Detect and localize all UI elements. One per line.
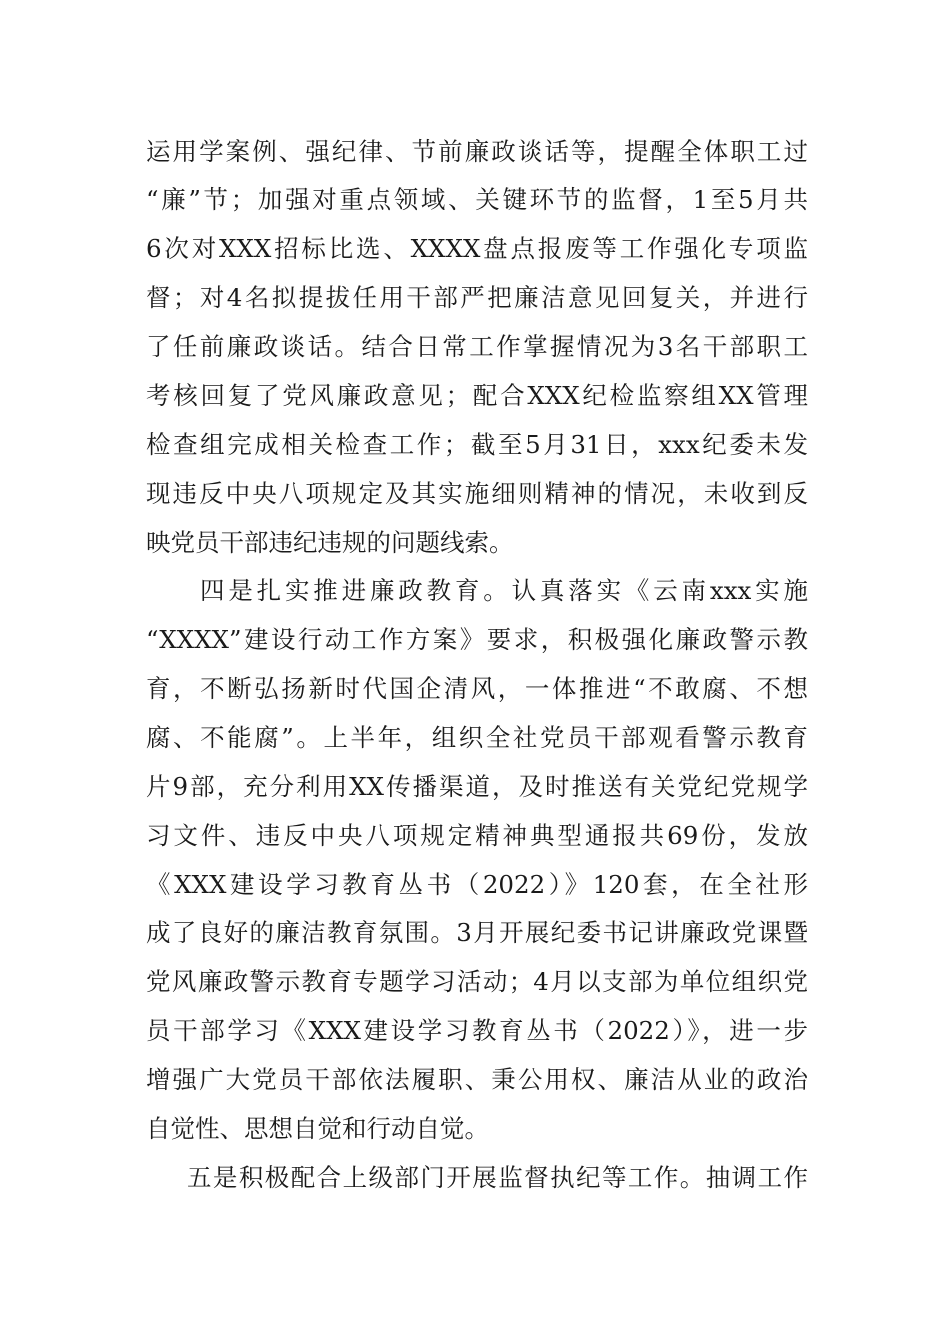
text-line: 《XXX建设学习教育丛书（2022）》120套，在全社形 <box>146 870 808 899</box>
text-line: 考核回复了党风廉政意见；配合XXX纪检监察组XX管理 <box>146 381 808 410</box>
text-line: 育，不断弘扬新时代国企清风，一体推进“不敢腐、不想 <box>146 674 808 703</box>
text-line: 现违反中央八项规定及其实施细则精神的情况，未收到反 <box>146 479 808 508</box>
text-line: 片9部，充分利用XX传播渠道，及时推送有关党纪党规学 <box>146 772 808 801</box>
text-line: 腐、不能腐”。上半年，组织全社党员干部观看警示教育 <box>146 723 808 752</box>
text-line: 习文件、违反中央八项规定精神典型通报共69份，发放 <box>146 821 808 850</box>
text-line: 成了良好的廉洁教育氛围。3月开展纪委书记讲廉政党课暨 <box>146 918 808 947</box>
text-line: 了任前廉政谈话。结合日常工作掌握情况为3名干部职工 <box>146 332 808 361</box>
text-line: 督；对4名拟提拔任用干部严把廉洁意见回复关，并进行 <box>146 283 808 312</box>
text-line: 员干部学习《XXX建设学习教育丛书（2022）》，进一步 <box>146 1016 808 1045</box>
text-line: 检查组完成相关检查工作；截至5月31日，xxx纪委未发 <box>146 430 808 459</box>
text-line: 党风廉政警示教育专题学习活动；4月以支部为单位组织党 <box>146 967 808 996</box>
text-line: 运用学案例、强纪律、节前廉政谈话等，提醒全体职工过 <box>146 137 808 166</box>
text-line: “廉”节；加强对重点领域、关键环节的监督，1至5月共 <box>146 185 808 214</box>
text-line: “XXXX”建设行动工作方案》要求，积极强化廉政警示教 <box>146 625 808 654</box>
text-line: 映党员干部违纪违规的问题线索。 <box>146 528 514 557</box>
text-line: 增强广大党员干部依法履职、秉公用权、廉洁从业的政治 <box>146 1065 808 1094</box>
paragraph-first-line: 五是积极配合上级部门开展监督执纪等工作。抽调工作 <box>187 1163 808 1192</box>
text-line: 6次对XXX招标比选、XXXX盘点报废等工作强化专项监 <box>146 234 808 263</box>
text-line: 自觉性、思想自觉和行动自觉。 <box>146 1114 489 1143</box>
paragraph-first-line: 四是扎实推进廉政教育。认真落实《云南xxx实施 <box>200 576 808 605</box>
